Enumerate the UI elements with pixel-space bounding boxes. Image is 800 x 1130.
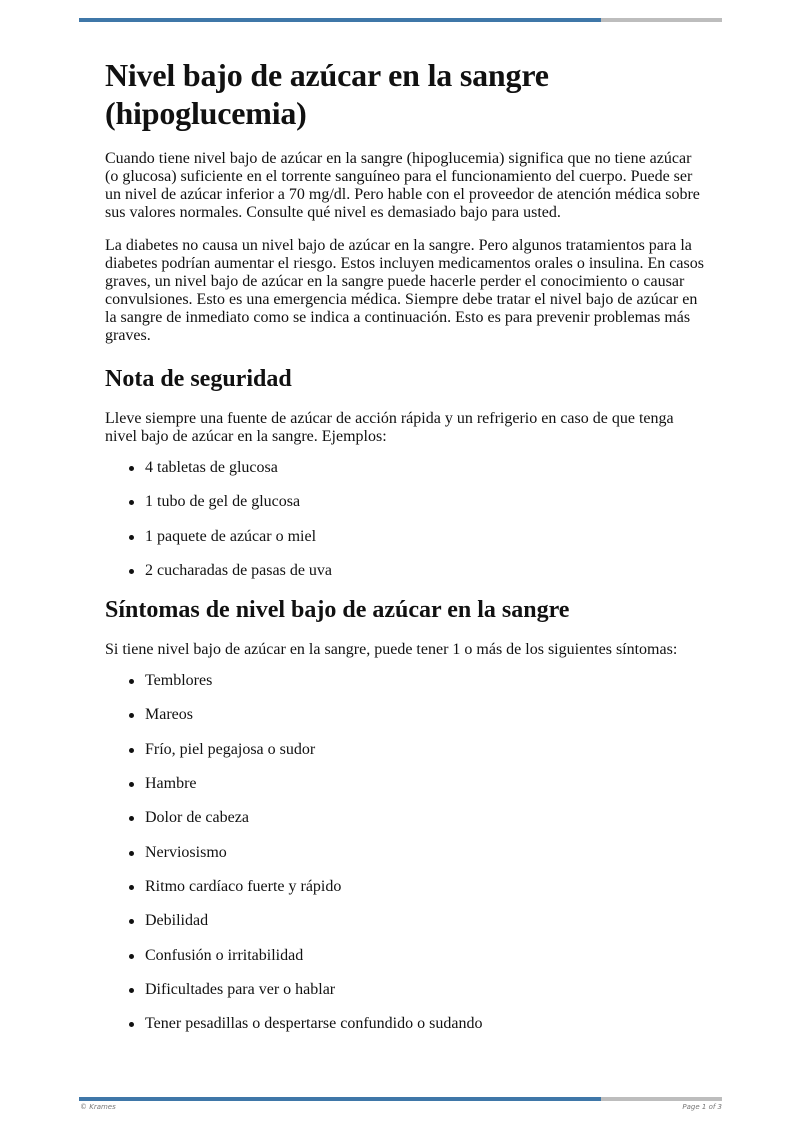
symptoms-paragraph: Si tiene nivel bajo de azúcar en la sangre, puede tener 1 o más de los siguientes síntomas:	[105, 641, 678, 659]
bullet-icon	[129, 954, 134, 959]
list-item	[105, 809, 705, 827]
list-item	[105, 741, 705, 759]
list-item	[105, 562, 705, 580]
list-item	[105, 528, 705, 546]
bullet-icon	[129, 851, 134, 856]
bullet-icon	[129, 535, 134, 540]
list-item-text: Frío, piel pegajosa o sudor	[145, 740, 316, 758]
list-item	[105, 706, 705, 724]
footer-rule	[79, 1097, 722, 1101]
bullet-icon	[129, 569, 134, 574]
section-heading-symptoms: Síntomas de nivel bajo de azúcar en la sangre	[105, 597, 570, 624]
footer-page-number: Page 1 of 3	[682, 1103, 722, 1111]
list-item-text: Ritmo cardíaco fuerte y rápido	[145, 877, 342, 895]
list-item	[105, 775, 705, 793]
header-rule-gray-segment	[601, 18, 722, 22]
list-item-text: 4 tabletas de glucosa	[145, 459, 278, 476]
safety-paragraph: Lleve siempre una fuente de azúcar de acción rápida y un refrigerio en caso de que tenga nivel bajo de azúcar en la sangre. Ejemplos:	[105, 410, 674, 445]
bullet-icon	[129, 748, 134, 753]
bullet-icon	[129, 816, 134, 821]
list-item-text: Confusión o irritabilidad	[145, 946, 304, 964]
list-item-text: Debilidad	[145, 912, 209, 930]
list-item	[105, 947, 705, 965]
list-item	[105, 878, 705, 896]
section-heading-safety: Nota de seguridad	[105, 366, 292, 392]
list-item-text: Mareos	[145, 706, 193, 724]
intro-paragraph-2: La diabetes no causa un nivel bajo de azúcar en la sangre. Pero algunos tratamientos para la diabetes podrían aumentar el riesgo. Estos incluyen medicamentos orales o insulina. En casos graves, un nivel bajo de azúcar en la sangre puede hacerle perder el conocimiento o causar convulsiones. Esto es una emergencia médica. Siempre debe tratar el nivel bajo de azúcar en la sangre de inmediato como se indica a continuación. Esto es para prevenir problemas más graves.	[105, 237, 704, 344]
bullet-icon	[129, 988, 134, 993]
list-item-text: 1 tubo de gel de glucosa	[145, 493, 301, 511]
list-item-text: Dolor de cabeza	[145, 809, 249, 827]
list-item-text: Hambre	[145, 775, 197, 793]
list-item	[105, 493, 705, 511]
bullet-icon	[129, 919, 134, 924]
footer-rule-blue-segment	[79, 1097, 601, 1101]
list-item-text: Tener pesadillas o despertarse confundido o sudando	[145, 1015, 483, 1033]
list-item	[105, 844, 705, 862]
page-title: Nivel bajo de azúcar en la sangre (hipoglucemia)	[105, 57, 549, 131]
list-item	[105, 672, 705, 690]
header-rule-blue-segment	[79, 18, 601, 22]
bullet-icon	[129, 885, 134, 890]
list-item-text: Dificultades para ver o hablar	[145, 980, 336, 998]
footer-rule-gray-segment	[601, 1097, 722, 1101]
bullet-icon	[129, 466, 134, 471]
footer-copyright: © Krames	[80, 1103, 116, 1111]
bullet-icon	[129, 713, 134, 718]
list-item	[105, 912, 705, 930]
intro-paragraph-1: Cuando tiene nivel bajo de azúcar en la sangre (hipoglucemia) significa que no tiene azúcar (o glucosa) suficiente en el torrente sanguíneo para el funcionamiento del cuerpo. Puede ser un nivel de azúcar inferior a 70 mg/dl. Pero hable con el proveedor de atención médica sobre sus valores normales. Consulte qué nivel es demasiado bajo para usted.	[105, 150, 700, 221]
list-item-text: 1 paquete de azúcar o miel	[145, 527, 317, 545]
bullet-icon	[129, 782, 134, 787]
symptoms-list	[105, 672, 705, 1033]
bullet-icon	[129, 1022, 134, 1027]
safety-list	[105, 459, 705, 580]
document-body	[105, 56, 705, 1049]
bullet-icon	[129, 679, 134, 684]
bullet-icon	[129, 500, 134, 505]
list-item	[105, 1015, 705, 1033]
header-rule	[79, 18, 722, 22]
list-item-text: 2 cucharadas de pasas de uva	[145, 561, 333, 579]
list-item-text: Temblores	[145, 672, 213, 690]
list-item-text: Nerviosismo	[145, 843, 227, 861]
list-item	[105, 981, 705, 999]
list-item	[105, 459, 705, 477]
